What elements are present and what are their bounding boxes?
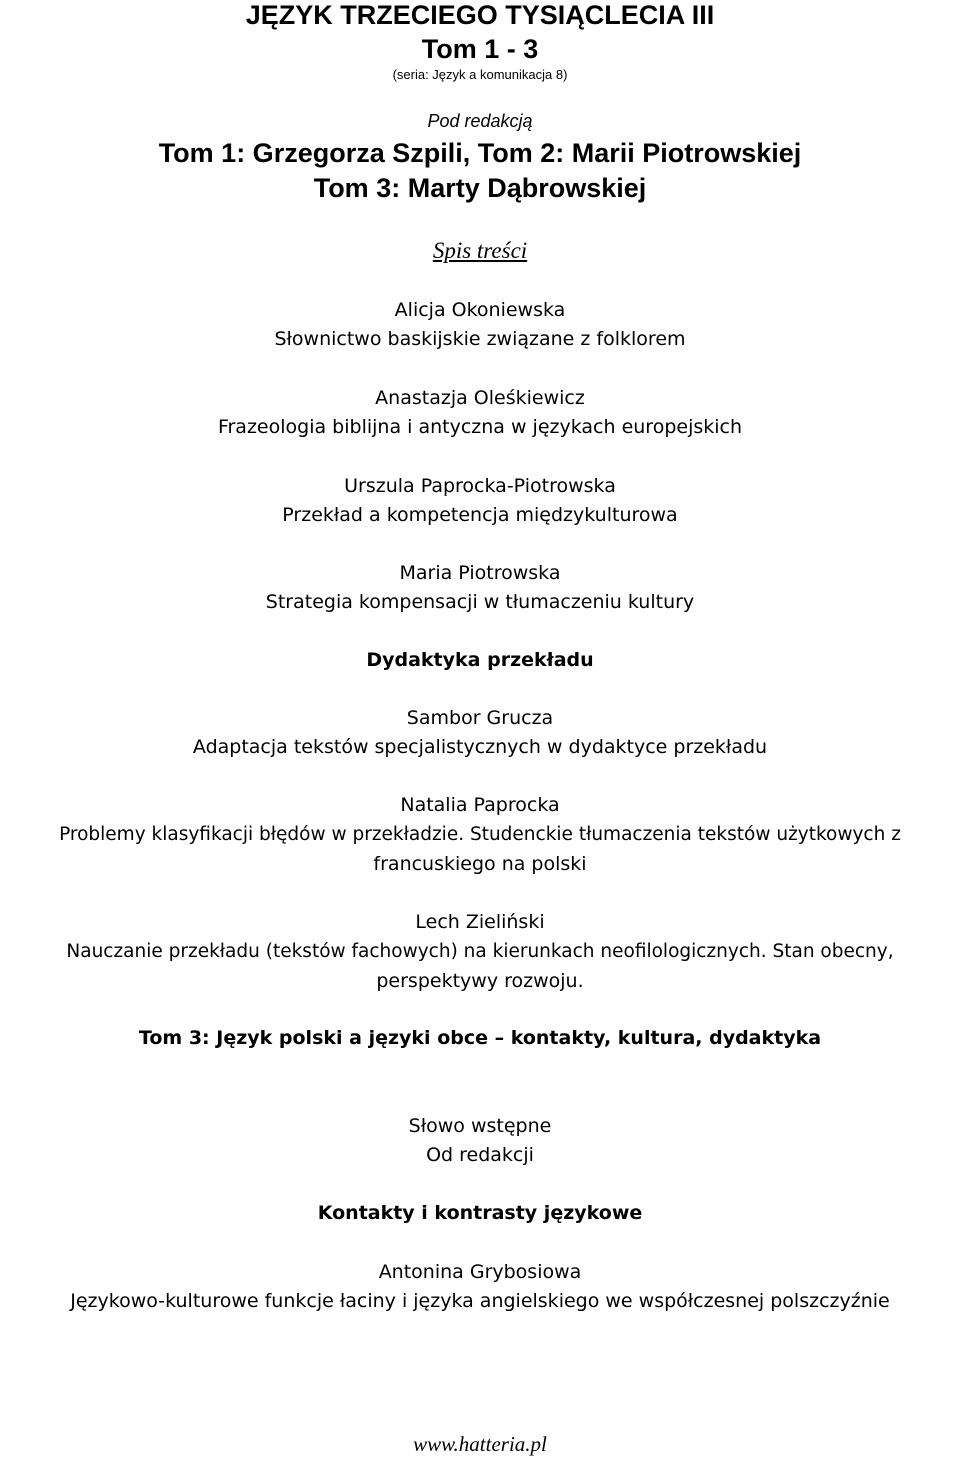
entry-author: Urszula Paprocka-Piotrowska xyxy=(344,475,616,497)
edited-by-label: Pod redakcją xyxy=(427,111,533,131)
entry-author: Anastazja Oleśkiewicz xyxy=(375,387,585,409)
volume-range: Tom 1 - 3 xyxy=(421,34,539,64)
entry-title-continued: perspektywy rozwoju. xyxy=(376,970,584,992)
entry-title: Słownictwo baskijskie związane z folklorem xyxy=(274,328,686,350)
section-heading-kontakty: Kontakty i kontrasty językowe xyxy=(317,1202,643,1224)
entry-title: Językowo-kulturowe funkcje łaciny i języka angielskiego we współczesnej polszczyźnie xyxy=(70,1290,890,1312)
entry-author: Alicja Okoniewska xyxy=(394,299,566,321)
editors-line-2: Tom 3: Marty Dąbrowskiej xyxy=(313,173,647,203)
footer-url: www.hatteria.pl xyxy=(413,1432,547,1456)
front-matter-item: Od redakcji xyxy=(426,1144,534,1166)
entry-author: Maria Piotrowska xyxy=(399,562,561,584)
section-heading-dydaktyka: Dydaktyka przekładu xyxy=(366,649,594,671)
entry-author: Sambor Grucza xyxy=(406,707,554,729)
editors-line-1: Tom 1: Grzegorza Szpili, Tom 2: Marii Piotrowskiej xyxy=(158,138,802,168)
entry-title: Problemy klasyfikacji błędów w przekładzie. Studenckie tłumaczenia tekstów użytkowych z xyxy=(59,824,901,845)
entry-title-continued: francuskiego na polski xyxy=(373,853,587,875)
main-title: JĘZYK TRZECIEGO TYSIĄCLECIA III xyxy=(245,0,715,30)
entry-title: Adaptacja tekstów specjalistycznych w dydaktyce przekładu xyxy=(192,736,768,758)
entry-title: Strategia kompensacji w tłumaczeniu kultury xyxy=(265,591,695,613)
volume-3-heading: Tom 3: Język polski a języki obce – kontakty, kultura, dydaktyka xyxy=(138,1027,822,1049)
table-of-contents-heading: Spis treści xyxy=(432,238,528,263)
front-matter-item: Słowo wstępne xyxy=(408,1115,552,1137)
entry-author: Natalia Paprocka xyxy=(400,794,560,816)
entry-title: Frazeologia biblijna i antyczna w językach europejskich xyxy=(217,416,743,438)
entry-author: Antonina Grybosiowa xyxy=(378,1261,582,1283)
series-note: (seria: Język a komunikacja 8) xyxy=(392,67,568,82)
entry-title: Nauczanie przekładu (tekstów fachowych) na kierunkach neofilologicznych. Stan obecny, xyxy=(66,941,894,962)
entry-title: Przekład a kompetencja międzykulturowa xyxy=(282,504,678,526)
entry-author: Lech Zieliński xyxy=(415,911,545,933)
